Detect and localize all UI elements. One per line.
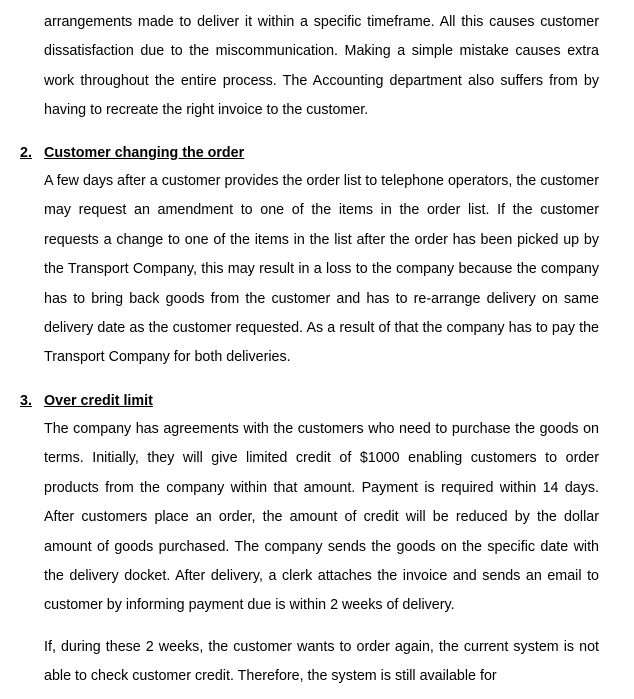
section-3-number: 3. bbox=[20, 393, 32, 409]
section-3-paragraph-2: If, during these 2 weeks, the customer wants to order again, the current system is not able to check customer credit. Therefore, the system is still available for bbox=[44, 639, 599, 685]
section-3-paragraph-1: The company has agreements with the customers who need to purchase the goods on terms. Initially, they will give limited credit of $1000 enabling customers to order products from the company within that amount. Payment is required within 14 days. After customers place an order, the amount of credit will be reduced by the dollar amount of goods purchased. The company sends the goods on the specific date with the delivery docket. After delivery, a clerk attaches the invoice and sends an email to customer by informing payment due is within 2 weeks of delivery. bbox=[44, 421, 599, 614]
section-2-heading: Customer changing the order bbox=[44, 145, 245, 161]
section-3-heading: Over credit limit bbox=[44, 393, 153, 409]
intro-paragraph: arrangements made to deliver it within a specific timeframe. All this causes customer dissatisfaction due to the miscommunication. Making a simple mistake causes extra work throughout the entire process. The Accounting department also suffers from by having to recreate the right invoice to the customer. bbox=[44, 14, 599, 119]
section-2-paragraph: A few days after a customer provides the order list to telephone operators, the customer may request an amendment to one of the items in the order list. If the customer requests a change to one of the items in the list after the order has been picked up by the Transport Company, this may result in a loss to the company because the company has to bring back goods from the customer and has to re-arrange delivery on same delivery date as the customer requested. As a result of that the company has to pay the Transport Company for both deliveries. bbox=[44, 173, 599, 366]
section-2-number: 2. bbox=[20, 145, 32, 161]
